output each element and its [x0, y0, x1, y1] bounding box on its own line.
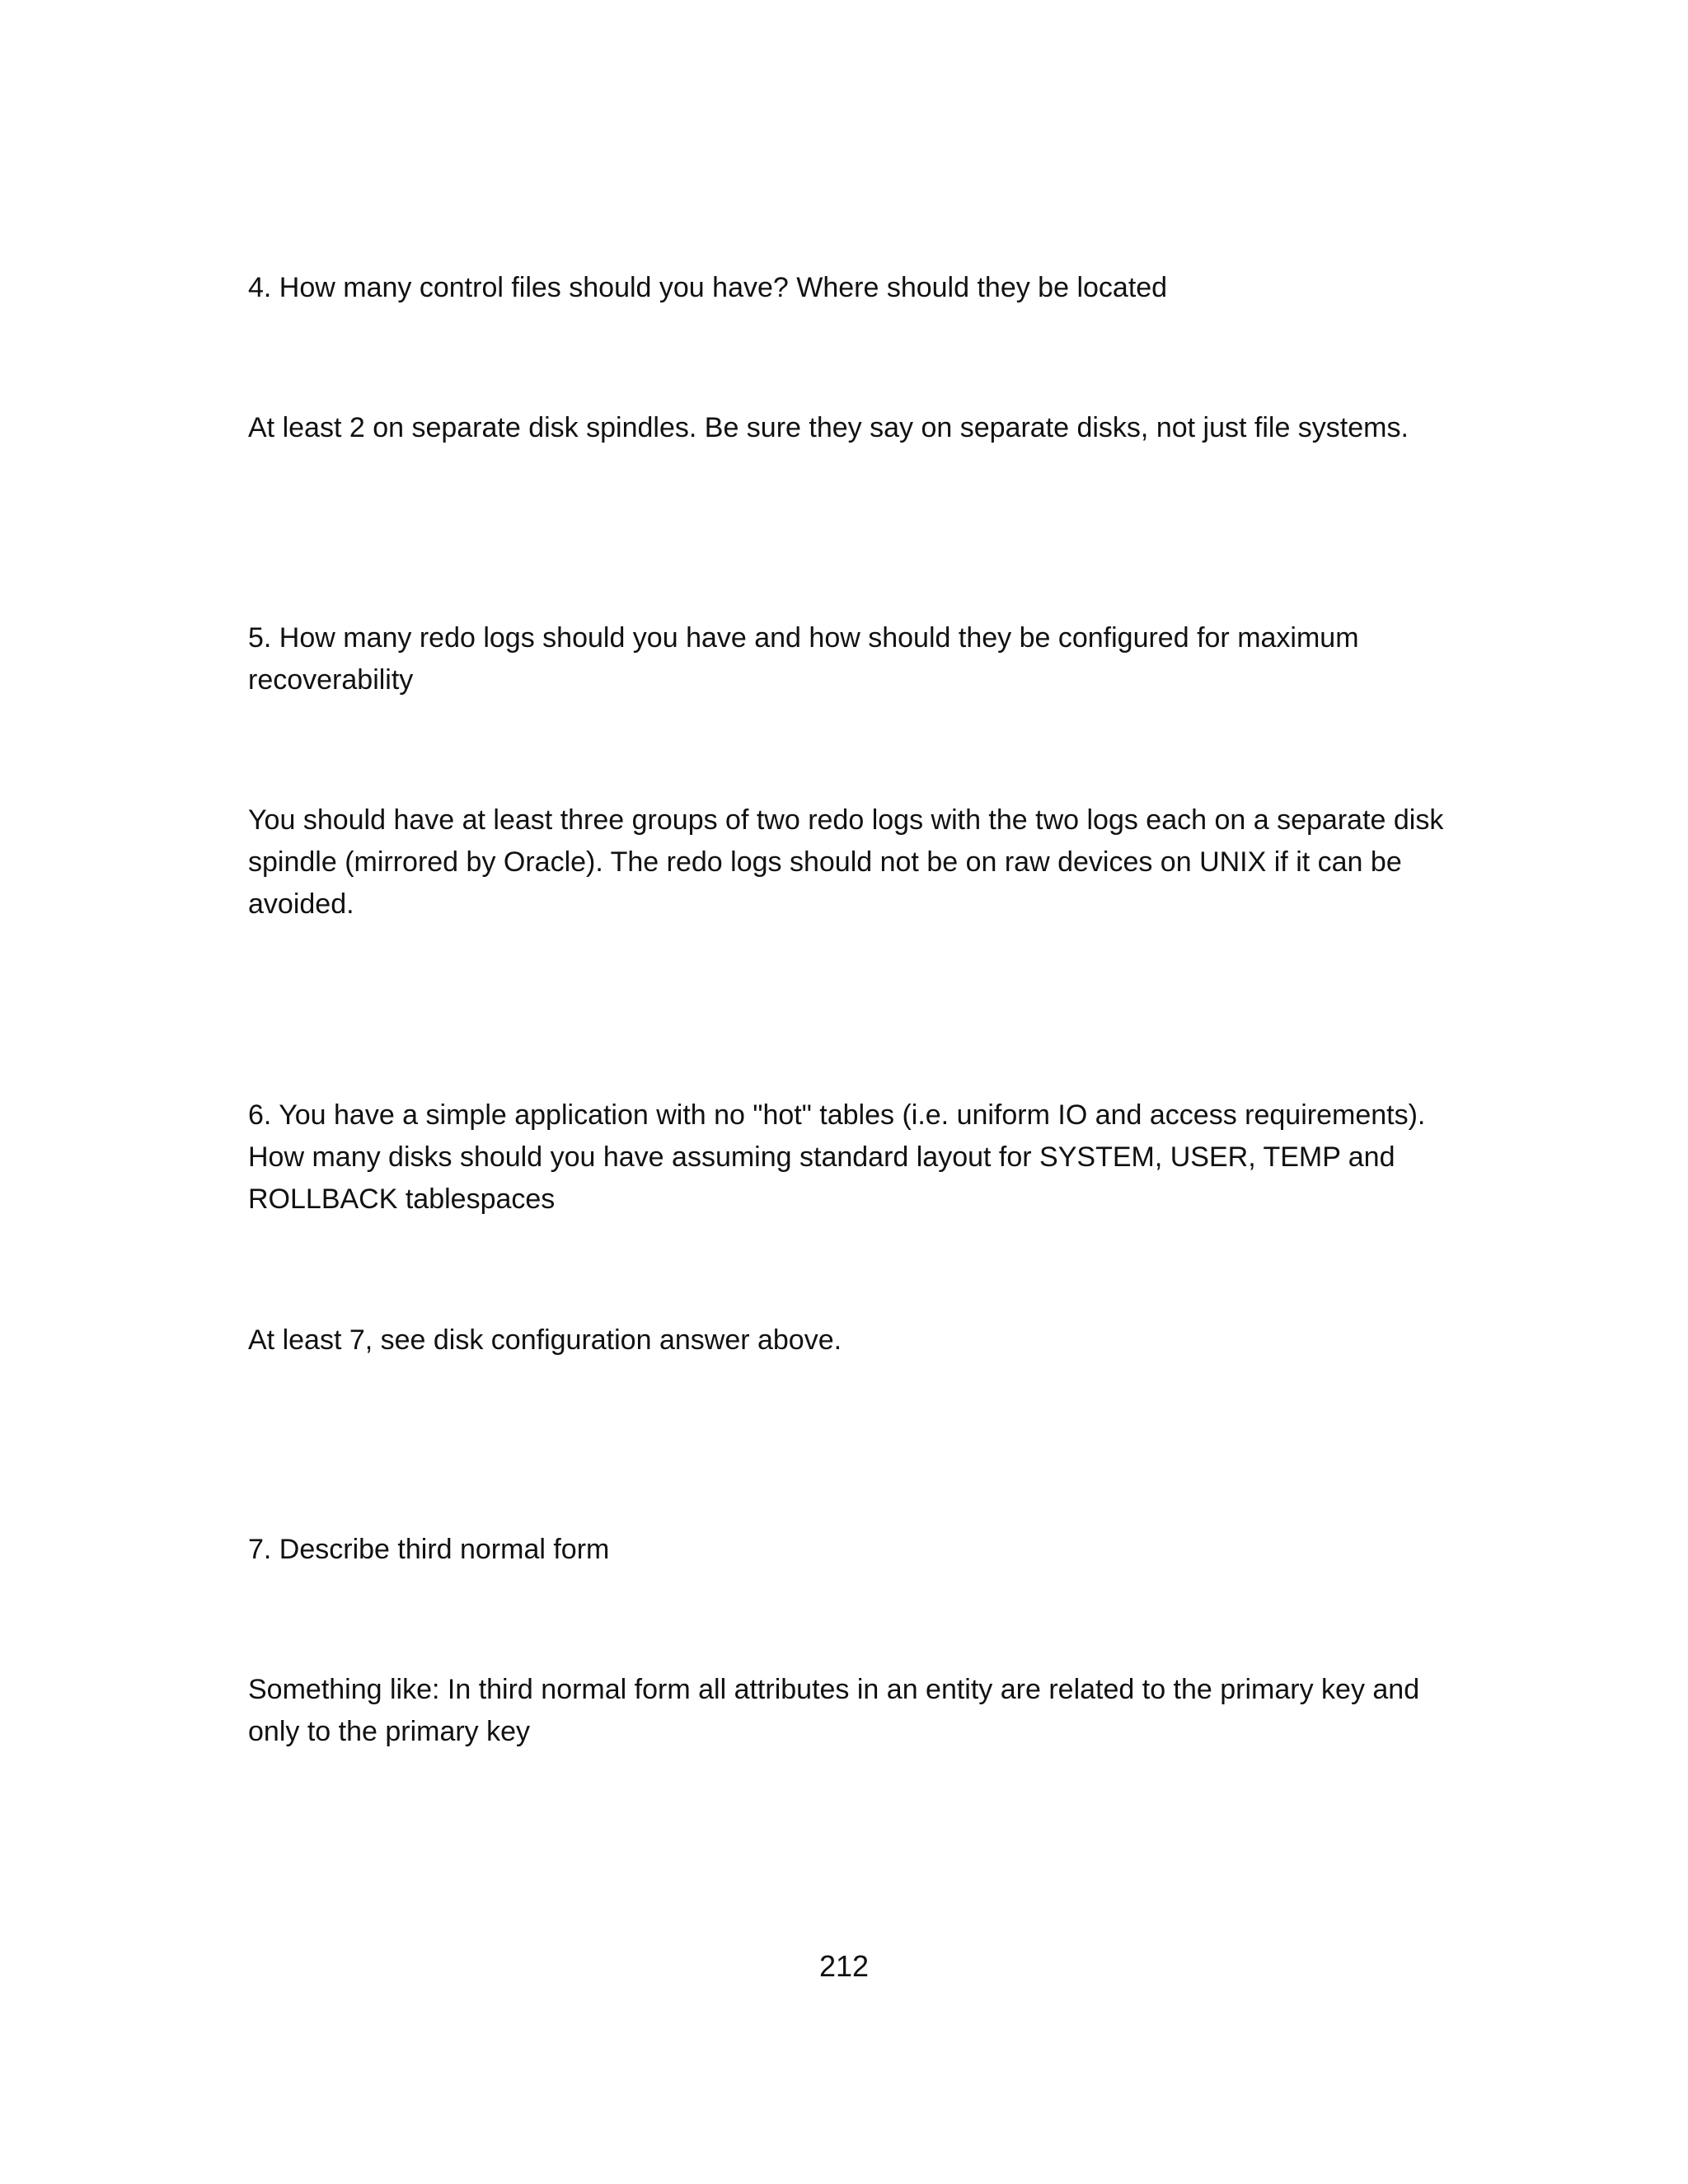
answer-6: At least 7, see disk configuration answer above.: [248, 1324, 842, 1356]
question-7: 7. Describe third normal form: [248, 1534, 610, 1565]
question-6: 6. You have a simple application with no "hot" tables (i.e. uniform IO and access requirements). How many disks should you have assuming standard layout for SYSTEM, USER, TEMP and ROLLBACK tablespaces: [248, 1099, 1426, 1215]
answer-4: At least 2 on separate disk spindles. Be sure they say on separate disks, not just file systems.: [248, 412, 1409, 443]
answer-7: Something like: In third normal form all attributes in an entity are related to the primary key and only to the primary key: [248, 1674, 1420, 1747]
page-number: 212: [818, 1949, 870, 1983]
question-5: 5. How many redo logs should you have and how should they be configured for maximum recoverability: [248, 622, 1359, 696]
answer-5: You should have at least three groups of two redo logs with the two logs each on a separate disk spindle (mirrored by Oracle). The redo logs should not be on raw devices on UNIX if it can be avoided.: [248, 804, 1444, 920]
question-4: 4. How many control files should you have? Where should they be located: [248, 272, 1168, 303]
